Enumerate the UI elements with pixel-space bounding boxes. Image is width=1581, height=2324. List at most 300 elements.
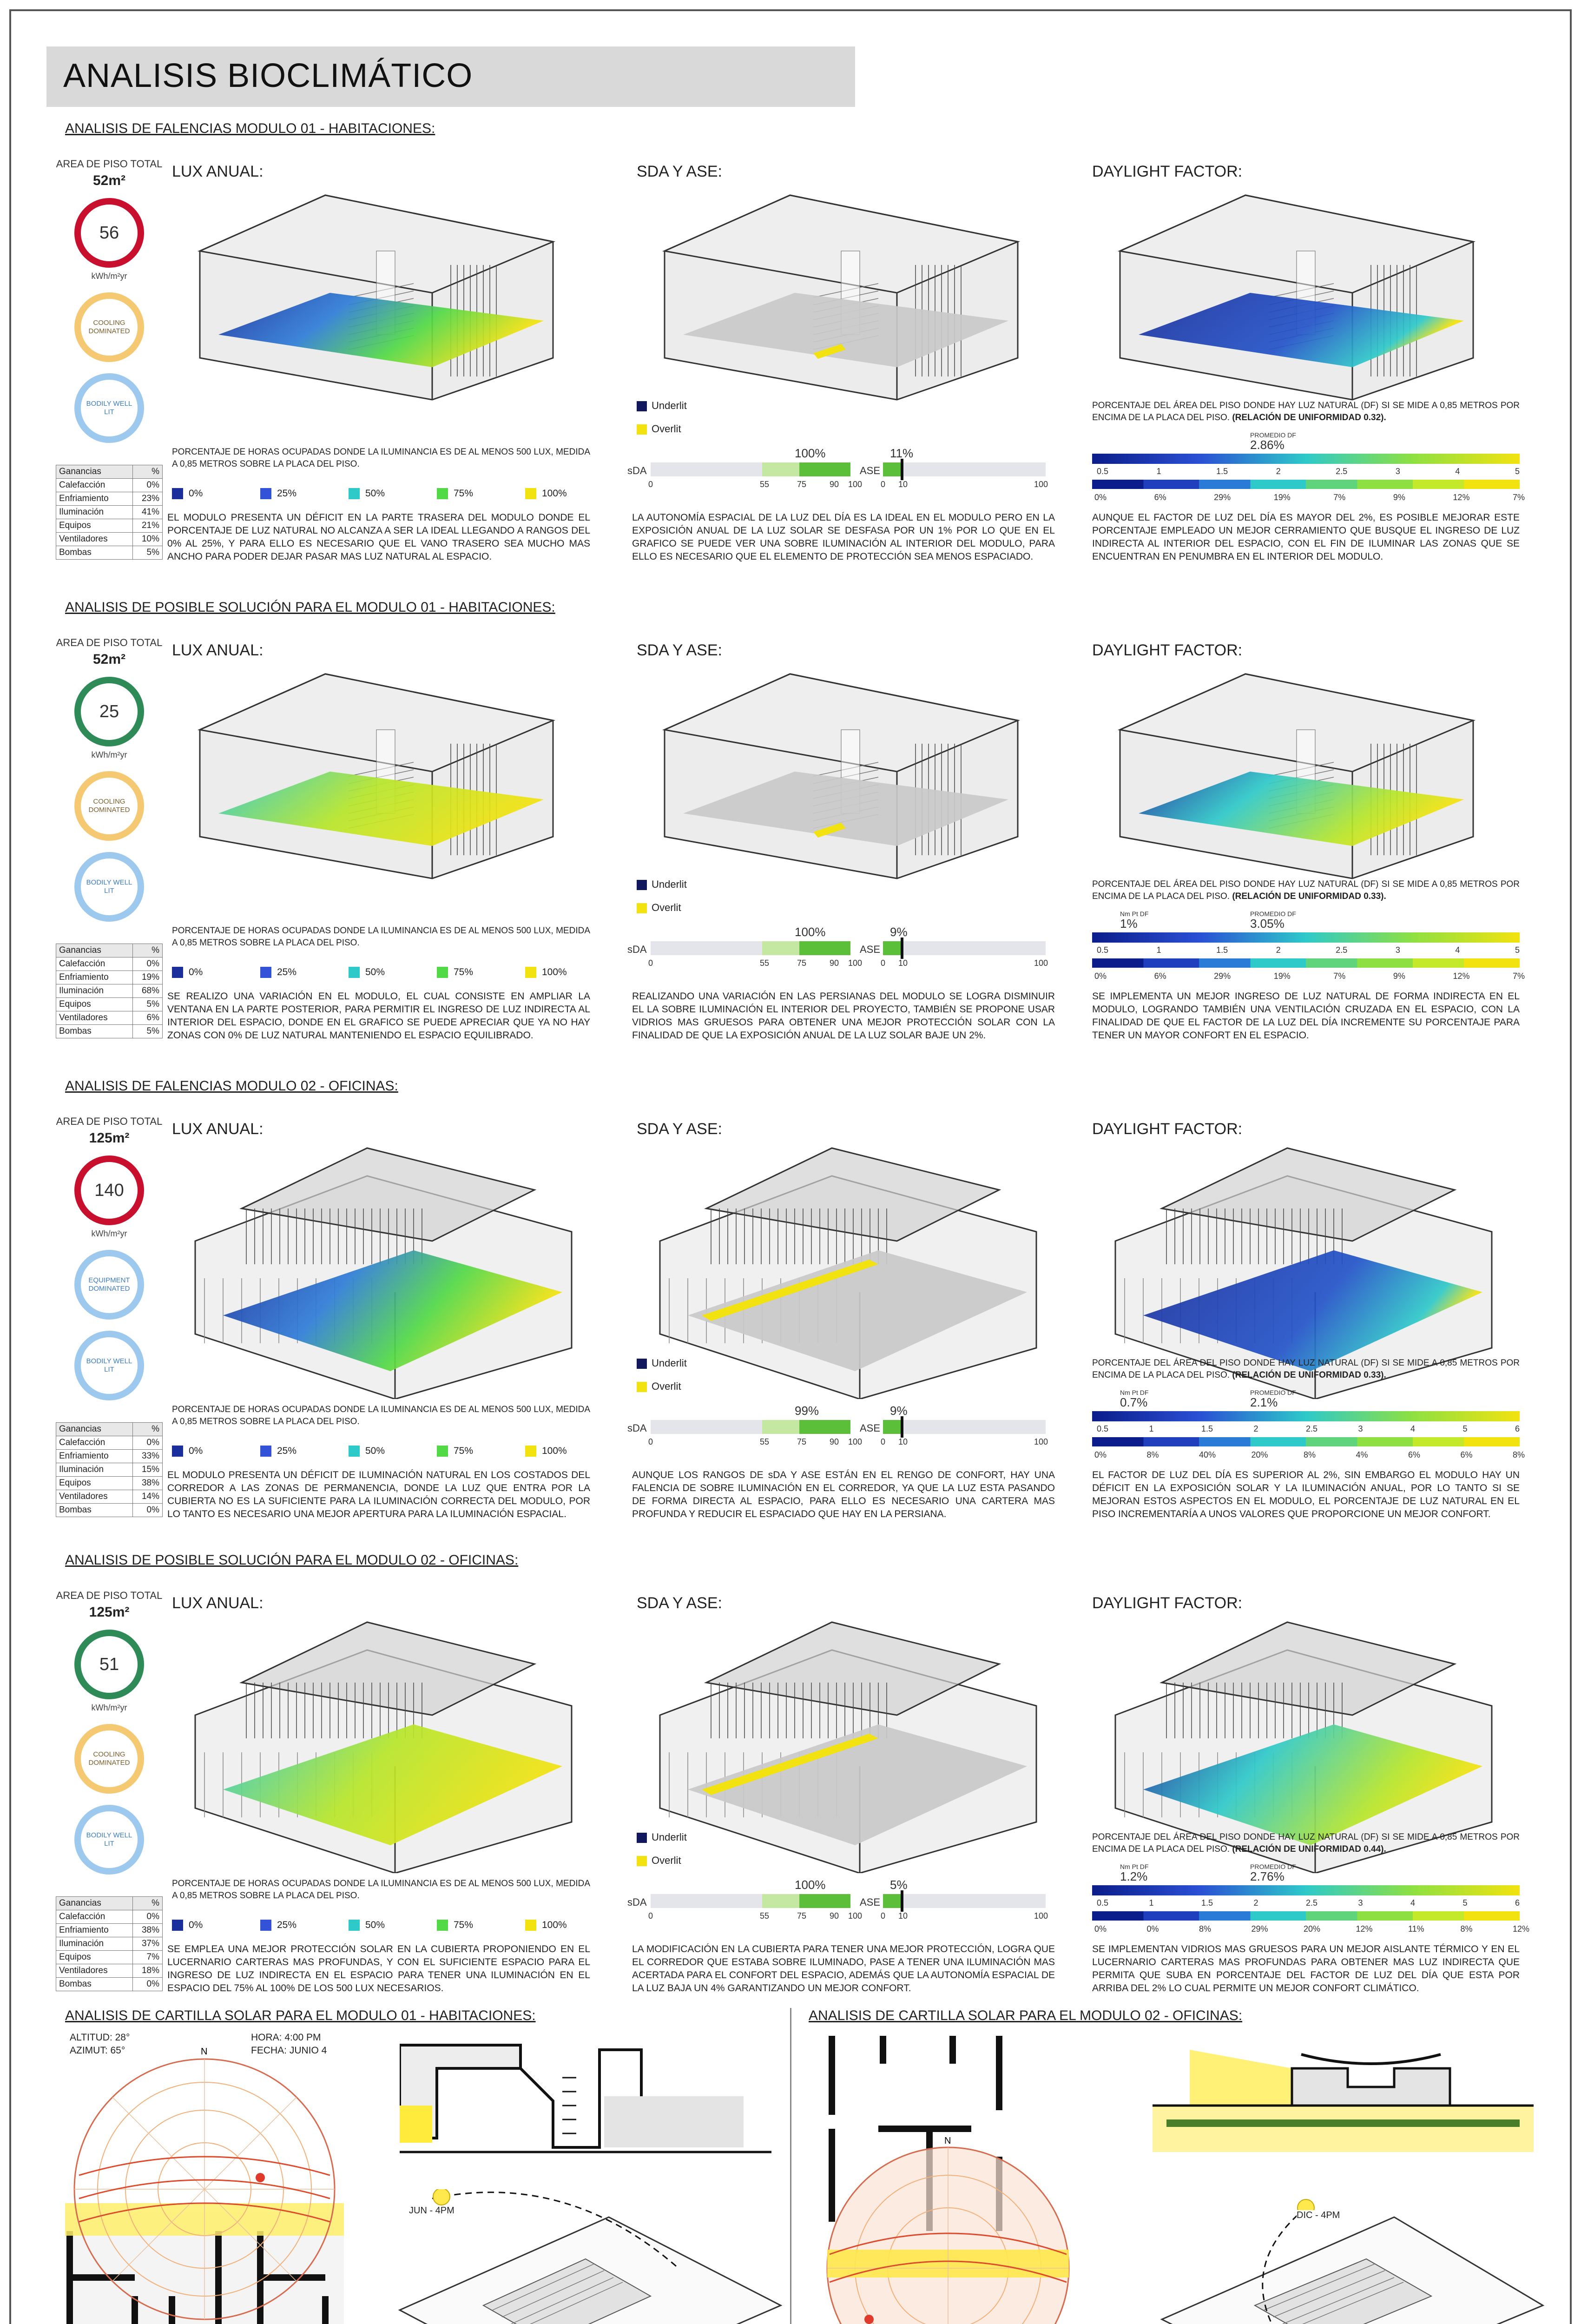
df-tick: 0.5 — [1097, 1898, 1109, 1908]
area-label: AREA DE PISO TOTAL — [56, 637, 163, 648]
sidebar-metrics — [56, 158, 163, 443]
df-pct: 8% — [1304, 1450, 1316, 1459]
area-value: 125m² — [89, 1130, 130, 1146]
gains-table — [56, 465, 163, 560]
underlit-swatch — [637, 401, 647, 411]
df-tick: 5 — [1515, 945, 1520, 955]
gains-value: 0% — [133, 1436, 163, 1450]
df-pct: 6% — [1408, 1450, 1421, 1459]
gains-row — [56, 1964, 163, 1978]
energy-unit: kWh/m²yr — [91, 750, 127, 759]
column-header-lux: LUX ANUAL: — [172, 1594, 264, 1612]
gains-row — [56, 1025, 163, 1038]
lux-analysis-text: EL MODULO PRESENTA UN DÉFICIT EN LA PARTE TRASERA DEL MODULO DONDE EL PORCENTAJE DE LUZ NATURAL NO ALCANZA A SER LA IDEAL LLEGANDO A RANGOS DEL 0% AL 25%, Y PARA ELLO ES NECESARIO QUE EL VANO TRASERO SEA MUCHO MAS ANCHO PARA PODER DEJAR PASAR MAS LUZ NATURAL AL ESPACIO. — [167, 512, 590, 562]
sda-value: 99% — [795, 1404, 819, 1418]
df-tick: 4 — [1410, 1424, 1416, 1433]
df-desc-text: PORCENTAJE DEL ÁREA DEL PISO DONDE HAY LUZ NATURAL (DF) SI SE MIDE A 0,85 METROS POR ENCIMA DE LA PLACA DEL PISO. — [1092, 1832, 1520, 1854]
gains-name: Enfriamiento — [56, 971, 133, 984]
df-pct: 29% — [1214, 493, 1231, 502]
gains-value: 6% — [133, 1011, 163, 1025]
lux-description: PORCENTAJE DE HORAS OCUPADAS DONDE LA ILUMINANCIA ES DE AL MENOS 500 LUX, MEDIDA A 0,85 METROS SOBRE LA PLACA DEL PISO. — [172, 1405, 590, 1426]
column-header-sda: SDA Y ASE: — [637, 641, 722, 659]
gains-row — [56, 984, 163, 998]
sda-tick: 0 — [648, 480, 653, 489]
gains-row — [56, 971, 163, 984]
df-colorbar — [1092, 1885, 1520, 1895]
df-pct: 0% — [1146, 1924, 1159, 1934]
df-pct: 6% — [1460, 1450, 1473, 1459]
df-tick: 1.5 — [1216, 945, 1228, 955]
lux-legend-swatch — [349, 967, 360, 978]
sda-value: 100% — [795, 925, 826, 939]
sda-bar-fill-high — [799, 462, 850, 476]
ase-value: 9% — [890, 925, 908, 939]
lux-legend-label: 0% — [189, 1446, 203, 1456]
df-pct: 11% — [1408, 1924, 1424, 1934]
df-avg-value: 2.86% — [1250, 438, 1285, 452]
gains-row — [56, 1450, 163, 1463]
underlit-legend — [637, 878, 687, 891]
ase-tick: 0 — [881, 1437, 886, 1446]
section-title: ANALISIS DE POSIBLE SOLUCIÓN PARA EL MODULO 01 - HABITACIONES: — [65, 600, 555, 615]
sda-bar-fill-low — [762, 1420, 799, 1434]
gains-row — [56, 1011, 163, 1025]
building-sda-render — [637, 181, 1055, 442]
df-tick: 1.5 — [1201, 1898, 1213, 1908]
gains-table — [56, 1422, 163, 1517]
df-colorbar — [1092, 932, 1520, 943]
gains-value: 41% — [133, 506, 163, 519]
dominance-badge — [74, 1724, 144, 1794]
sda-tick: 100 — [848, 480, 863, 489]
sda-label: sDA — [627, 465, 647, 476]
ase-bar-fill — [883, 1420, 901, 1434]
df-tick: 3 — [1395, 945, 1400, 955]
hora-left: HORA: 4:00 PM — [251, 2032, 321, 2043]
lux-legend-swatch — [525, 1446, 536, 1457]
dominance-badge — [74, 1250, 144, 1320]
lux-legend-item — [437, 967, 473, 978]
df-pct: 6% — [1154, 493, 1166, 502]
dominance-label: COOLING DOMINATED — [88, 1750, 130, 1767]
lux-legend-label: 100% — [542, 488, 567, 499]
ase-bar-fill — [883, 462, 901, 476]
overlit-swatch — [637, 1382, 647, 1392]
solar-section — [0, 2008, 1581, 2324]
ase-marker — [901, 459, 903, 480]
gains-value: 0% — [133, 1910, 163, 1924]
gains-row — [56, 465, 163, 479]
lux-legend-swatch — [172, 1446, 183, 1457]
lux-legend-item — [260, 967, 296, 978]
df-pct: 29% — [1251, 1924, 1268, 1934]
gains-value: % — [133, 1897, 163, 1910]
gains-value: 14% — [133, 1490, 163, 1504]
energy-value: 56 — [99, 223, 119, 243]
gains-name: Equipos — [56, 998, 133, 1011]
gains-row — [56, 479, 163, 492]
lux-legend-label: 75% — [454, 488, 474, 499]
df-colorbar — [1092, 1411, 1520, 1421]
lux-legend-item — [437, 1920, 473, 1931]
gains-row — [56, 533, 163, 546]
underlit-swatch — [637, 1833, 647, 1843]
sda-tick: 90 — [830, 480, 839, 489]
gains-value: 38% — [133, 1477, 163, 1490]
ase-tick: 0 — [881, 480, 886, 489]
energy-gauge — [74, 1155, 144, 1225]
energy-value: 25 — [99, 701, 119, 721]
sda-tick: 75 — [797, 1437, 807, 1446]
sda-tick: 55 — [760, 1437, 770, 1446]
lux-legend-label: 25% — [277, 1920, 297, 1930]
lux-analysis-text: SE EMPLEA UNA MEJOR PROTECCIÓN SOLAR EN LA CUBIERTA PROPONIENDO EN EL LUCERNARIO CARTERAS MAS PROFUNDAS, Y CON EL SUFICIENTE ESPACIO PARA EL INGRESO DE LUZ INDIRECTA EN EL ESPACIO PARA TENER UNA ILUMINACIÓN EN EL ESPACIO DEL 75% AL 100% DE LOS 500 LUX NECESARIOS. — [167, 1944, 590, 1994]
lux-legend-item — [260, 1920, 296, 1931]
area-value: 52m² — [92, 652, 126, 667]
energy-gauge — [74, 1630, 144, 1699]
gains-name: Ventiladores — [56, 533, 133, 546]
df-tick: 5 — [1462, 1898, 1468, 1908]
df-avg-label: PROMEDIO DF — [1250, 1389, 1296, 1396]
gains-name: Calefacción — [56, 1436, 133, 1450]
underlit-label: Underlit — [652, 400, 687, 411]
ase-bar — [883, 1420, 1046, 1434]
gains-value: 0% — [133, 1978, 163, 1991]
df-pct: 8% — [1460, 1924, 1473, 1934]
lux-description: PORCENTAJE DE HORAS OCUPADAS DONDE LA ILUMINANCIA ES DE AL MENOS 500 LUX, MEDIDA A 0,85 METROS SOBRE LA PLACA DEL PISO. — [172, 926, 590, 948]
lighting-label: BODILY WELL LIT — [86, 400, 132, 416]
gains-row — [56, 1423, 163, 1436]
lux-legend-label: 75% — [454, 967, 474, 977]
df-colorbar — [1092, 454, 1520, 464]
gains-name: Bombas — [56, 1025, 133, 1038]
page-title-bar — [46, 46, 855, 107]
dominance-badge — [74, 292, 144, 362]
sda-bar — [651, 1420, 850, 1434]
north-label-right: N — [944, 2136, 951, 2146]
df-description — [1092, 400, 1520, 424]
df-pct: 4% — [1356, 1450, 1368, 1459]
ase-tick: 100 — [1034, 1437, 1048, 1446]
column-header-df: DAYLIGHT FACTOR: — [1092, 1594, 1243, 1612]
lux-legend-item — [437, 1446, 473, 1457]
df-pct: 8% — [1199, 1924, 1212, 1934]
sda-analysis-text: LA MODIFICACIÓN EN LA CUBIERTA PARA TENER UNA MEJOR PROTECCIÓN, LOGRA QUE EL CORREDOR QUE ESTABA SOBRE ILUMINADO, PASE A TENER UNA ILUMINACIÓN MAS ACERTADA PARA EL CONFORT DEL ESPACIO, ADEMÁS QUE LA AUTONOMÍA ESPACIAL DE LA LUZ BAJA UN 4% GARANTIZANDO UN MEJOR CONFORT. — [632, 1944, 1055, 1994]
sun-left-date — [251, 2031, 327, 2057]
sda-tick: 90 — [830, 1911, 839, 1921]
gains-value: 15% — [133, 1463, 163, 1477]
gains-name: Bombas — [56, 1504, 133, 1517]
ase-bar — [883, 462, 1046, 476]
solar-right-title: ANALISIS DE CARTILLA SOLAR PARA EL MODULO 02 - OFICINAS: — [809, 2008, 1243, 2023]
gains-row — [56, 519, 163, 533]
sda-bar — [651, 462, 850, 476]
df-avg-label: PROMEDIO DF — [1250, 431, 1296, 439]
ase-bar-fill — [883, 1894, 901, 1908]
overlit-swatch — [637, 424, 647, 435]
gains-name: Ganancias — [56, 944, 133, 957]
gains-row — [56, 957, 163, 971]
dominance-label: COOLING DOMINATED — [88, 798, 130, 814]
sda-tick: 75 — [797, 1911, 807, 1921]
df-avg-value: 3.05% — [1250, 917, 1285, 931]
gains-name: Iluminación — [56, 1463, 133, 1477]
column-header-lux: LUX ANUAL: — [172, 1120, 264, 1138]
df-steps — [1092, 1911, 1520, 1921]
lighting-badge — [74, 1331, 144, 1400]
sda-value: 100% — [795, 446, 826, 460]
sda-bar — [651, 1894, 850, 1908]
gains-row — [56, 506, 163, 519]
lux-legend-swatch — [172, 1920, 183, 1931]
lighting-badge — [74, 1805, 144, 1875]
sda-tick: 0 — [648, 1911, 653, 1921]
df-desc-text: PORCENTAJE DEL ÁREA DEL PISO DONDE HAY LUZ NATURAL (DF) SI SE MIDE A 0,85 METROS POR ENCIMA DE LA PLACA DEL PISO. — [1092, 879, 1520, 901]
df-tick: 2.5 — [1306, 1898, 1318, 1908]
ase-tick: 10 — [898, 1911, 908, 1921]
df-pct: 7% — [1333, 971, 1346, 981]
section-title: ANALISIS DE POSIBLE SOLUCIÓN PARA EL MODULO 02 - OFICINAS: — [65, 1552, 519, 1568]
df-tick: 2 — [1276, 467, 1281, 476]
df-analysis-text: SE IMPLEMENTA UN MEJOR INGRESO DE LUZ NATURAL DE FORMA INDIRECTA EN EL MODULO, LOGRANDO TAMBIÉN UNA VENTILACIÓN CRUZADA EN EL ESPACIO, CON LA FINALIDAD DE QUE EL FACTOR DE LA LUZ DEL DÍA INCREMENTE SU PORCENTAJE PARA TENER UN MAYOR CONFORT EN EL ESPACIO. — [1092, 991, 1520, 1041]
ase-marker — [901, 1890, 903, 1912]
df-min-label: Nm Pt DF — [1120, 910, 1149, 918]
column-header-sda: SDA Y ASE: — [637, 163, 722, 180]
gains-row — [56, 944, 163, 957]
section-title: ANALISIS DE FALENCIAS MODULO 02 - OFICINAS: — [65, 1078, 398, 1094]
sidebar-metrics — [56, 637, 163, 922]
lux-legend-label: 100% — [542, 1920, 567, 1930]
building-sda-render — [637, 1613, 1055, 1873]
energy-unit: kWh/m²yr — [91, 1703, 127, 1712]
gains-row — [56, 1951, 163, 1964]
overlit-legend — [637, 423, 681, 435]
gains-value: 23% — [133, 492, 163, 506]
gains-row — [56, 1978, 163, 1991]
gains-row — [56, 492, 163, 506]
analysis-section — [0, 1078, 1581, 1543]
ase-tick: 100 — [1034, 480, 1048, 489]
df-tick: 0.5 — [1097, 467, 1109, 476]
sda-tick: 55 — [760, 1911, 770, 1921]
sda-label: sDA — [627, 1422, 647, 1434]
lux-legend-label: 50% — [365, 967, 385, 977]
df-tick: 4 — [1455, 945, 1460, 955]
lux-legend-label: 50% — [365, 1920, 385, 1930]
lux-legend-item — [172, 1446, 203, 1457]
energy-unit: kWh/m²yr — [91, 1229, 127, 1238]
gains-name: Ganancias — [56, 1423, 133, 1436]
df-tick: 5 — [1462, 1424, 1468, 1433]
sda-analysis-text: AUNQUE LOS RANGOS DE sDA Y ASE ESTÁN EN EL RENGO DE CONFORT, HAY UNA FALENCIA DE SOBRE ILUMINACIÓN EN EL CORREDOR, YA QUE LA LUZ ESTA PASANDO DE FORMA DIRECTA AL ESPACIO, PARA ELLO ES NECESARIO UNA CARTERA MAS PROFUNDA Y REDUCIR EL ESPACIADO QUE HAY EN LA PERSIANA. — [632, 1470, 1055, 1519]
df-tick: 3 — [1358, 1424, 1363, 1433]
gains-value: 68% — [133, 984, 163, 998]
lux-legend-item — [172, 1920, 203, 1931]
gains-value: 33% — [133, 1450, 163, 1463]
underlit-legend — [637, 1357, 687, 1369]
energy-value: 51 — [99, 1654, 119, 1674]
df-pct: 7% — [1513, 493, 1525, 502]
sun-path-diagram-left — [65, 2036, 344, 2324]
df-description — [1092, 1357, 1520, 1381]
sda-label: sDA — [627, 944, 647, 955]
gains-value: 5% — [133, 998, 163, 1011]
df-pct: 20% — [1251, 1450, 1268, 1459]
sidebar-metrics — [56, 1116, 163, 1400]
df-min-value: 1% — [1120, 917, 1138, 931]
dominance-badge — [74, 771, 144, 841]
df-pct: 8% — [1146, 1450, 1159, 1459]
lux-legend-label: 75% — [454, 1920, 474, 1930]
df-pct: 0% — [1094, 971, 1107, 981]
df-uniformity: (RELACIÓN DE UNIFORMIDAD 0.32). — [1232, 413, 1386, 423]
ase-tick: 100 — [1034, 958, 1048, 968]
energy-gauge — [74, 677, 144, 746]
sda-bar-fill-low — [762, 462, 799, 476]
gains-row — [56, 1477, 163, 1490]
df-tick: 2.5 — [1306, 1424, 1318, 1433]
lux-analysis-text: EL MODULO PRESENTA UN DÉFICIT DE ILUMINACIÓN NATURAL EN LOS COSTADOS DEL CORREDOR A LAS ZONAS DE PERMANENCIA, DONDE LA LUZ QUE ENTRA POR LA CUBIERTA NO ES LA SUFICIENTE PARA LA ILUMINACIÓN CORRECTA DEL MODULO, POR LO TANTO ES NECESARIO UNA MEJOR APERTURA PARA LA ILUMINACIÓN ESPACIAL. — [167, 1470, 590, 1519]
df-description — [1092, 878, 1520, 903]
ase-tick: 10 — [898, 480, 908, 489]
gains-row — [56, 1937, 163, 1951]
lux-legend-label: 25% — [277, 488, 297, 499]
gains-name: Bombas — [56, 1978, 133, 1991]
df-min-label: Nm Pt DF — [1120, 1863, 1149, 1870]
gains-value: % — [133, 1423, 163, 1436]
sun-path-diagram-right — [809, 2036, 1097, 2324]
sda-bar-fill-high — [799, 1894, 850, 1908]
df-pct: 12% — [1453, 971, 1470, 981]
df-pct: 40% — [1199, 1450, 1216, 1459]
overlit-label: Overlit — [652, 1380, 681, 1392]
df-tick: 1 — [1156, 467, 1161, 476]
dominance-label: COOLING DOMINATED — [88, 319, 130, 335]
df-tick: 6 — [1515, 1424, 1520, 1433]
df-tick: 5 — [1515, 467, 1520, 476]
lux-legend-swatch — [437, 967, 448, 978]
gains-value: 38% — [133, 1924, 163, 1937]
lux-legend-item — [260, 1446, 296, 1457]
gains-name: Enfriamiento — [56, 492, 133, 506]
lux-legend-swatch — [349, 1920, 360, 1931]
solar-left-title: ANALISIS DE CARTILLA SOLAR PARA EL MODULO 01 - HABITACIONES: — [65, 2008, 536, 2023]
gains-value: 0% — [133, 1504, 163, 1517]
lux-legend-label: 0% — [189, 967, 203, 977]
df-pct: 7% — [1513, 971, 1525, 981]
sda-value: 100% — [795, 1878, 826, 1892]
lux-legend-swatch — [525, 967, 536, 978]
lux-legend-swatch — [260, 1446, 271, 1457]
gains-row — [56, 1436, 163, 1450]
ase-value: 5% — [890, 1878, 908, 1892]
df-desc-text: PORCENTAJE DEL ÁREA DEL PISO DONDE HAY LUZ NATURAL (DF) SI SE MIDE A 0,85 METROS POR ENCIMA DE LA PLACA DEL PISO. — [1092, 1358, 1520, 1380]
df-min-value: 0.7% — [1120, 1395, 1148, 1409]
lux-description: PORCENTAJE DE HORAS OCUPADAS DONDE LA ILUMINANCIA ES DE AL MENOS 500 LUX, MEDIDA A 0,85 METROS SOBRE LA PLACA DEL PISO. — [172, 1879, 590, 1901]
lighting-badge — [74, 852, 144, 922]
df-pct: 12% — [1356, 1924, 1373, 1934]
building-sda-render — [637, 1139, 1055, 1399]
df-pct: 0% — [1094, 1450, 1107, 1459]
sda-tick: 75 — [797, 480, 807, 489]
underlit-legend — [637, 400, 687, 412]
sda-bar-fill-high — [799, 941, 850, 955]
df-pct: 12% — [1453, 493, 1470, 502]
gains-name: Equipos — [56, 1477, 133, 1490]
df-uniformity: (RELACIÓN DE UNIFORMIDAD 0.33). — [1232, 1370, 1386, 1380]
gains-name: Ganancias — [56, 465, 133, 479]
ase-tick: 10 — [898, 1437, 908, 1446]
gains-name: Iluminación — [56, 1937, 133, 1951]
gains-name: Calefacción — [56, 479, 133, 492]
ase-label: ASE — [860, 465, 881, 476]
df-pct: 19% — [1273, 493, 1291, 502]
lux-legend-label: 25% — [277, 967, 297, 977]
df-tick: 3 — [1395, 467, 1400, 476]
gains-value: 21% — [133, 519, 163, 533]
df-avg-value: 2.1% — [1250, 1395, 1278, 1409]
gains-name: Calefacción — [56, 1910, 133, 1924]
sda-tick: 90 — [830, 1437, 839, 1446]
gains-value: 5% — [133, 546, 163, 560]
gains-name: Ganancias — [56, 1897, 133, 1910]
lux-legend-item — [525, 488, 567, 499]
section-title: ANALISIS DE FALENCIAS MODULO 01 - HABITACIONES: — [65, 121, 435, 136]
gains-row — [56, 1910, 163, 1924]
energy-gauge — [74, 198, 144, 268]
area-value: 125m² — [89, 1604, 130, 1620]
lux-description: PORCENTAJE DE HORAS OCUPADAS DONDE LA ILUMINANCIA ES DE AL MENOS 500 LUX, MEDIDA A 0,85 METROS SOBRE LA PLACA DEL PISO. — [172, 447, 590, 469]
column-header-sda: SDA Y ASE: — [637, 1120, 722, 1138]
gains-name: Ventiladores — [56, 1490, 133, 1504]
sun-left-readout — [70, 2031, 130, 2057]
overlit-legend — [637, 1380, 681, 1393]
df-tick: 1 — [1149, 1424, 1154, 1433]
sda-tick: 100 — [848, 1911, 863, 1921]
gains-name: Ventiladores — [56, 1011, 133, 1025]
gains-row — [56, 1924, 163, 1937]
df-tick: 6 — [1515, 1898, 1520, 1908]
gains-row — [56, 546, 163, 560]
gains-value: 10% — [133, 533, 163, 546]
gains-table — [56, 1896, 163, 1991]
area-label: AREA DE PISO TOTAL — [56, 158, 163, 170]
sda-bar-fill-high — [799, 1420, 850, 1434]
ase-label: ASE — [860, 944, 881, 955]
dominance-label: EQUIPMENT DOMINATED — [88, 1276, 130, 1293]
sda-tick: 55 — [760, 480, 770, 489]
sda-tick: 100 — [848, 1437, 863, 1446]
df-analysis-text: SE IMPLEMENTAN VIDRIOS MAS GRUESOS PARA UN MEJOR AISLANTE TÉRMICO Y EN EL LUCERNARIO CARTERAS MAS PROFUNDAS PARA OBTENER MAS LUZ INDIRECTA QUE PERMITA QUE SUBA EN PORCENTAJE DEL FACTOR DE LUZ DEL DÍA QUE ESTA POR ARRIBA DEL 2% LO CUAL PERMITE UN MEJOR CONFORT CLIMÁTICO. — [1092, 1944, 1520, 1994]
gains-name: Bombas — [56, 546, 133, 560]
overlit-label: Overlit — [652, 902, 681, 913]
underlit-label: Underlit — [652, 1357, 687, 1369]
lighting-badge — [74, 373, 144, 443]
sda-label: sDA — [627, 1896, 647, 1908]
underlit-legend — [637, 1831, 687, 1843]
building-lux-render — [172, 181, 590, 442]
lux-legend-item — [349, 488, 385, 499]
lux-legend-label: 100% — [542, 967, 567, 977]
ase-value: 11% — [890, 446, 914, 460]
lux-legend-item — [437, 488, 473, 499]
df-pct: 9% — [1393, 971, 1405, 981]
lux-legend-swatch — [260, 1920, 271, 1931]
sda-tick: 75 — [797, 958, 807, 968]
azimut-left: AZIMUT: 65° — [70, 2045, 125, 2056]
column-header-df: DAYLIGHT FACTOR: — [1092, 1120, 1243, 1138]
df-steps — [1092, 958, 1520, 968]
